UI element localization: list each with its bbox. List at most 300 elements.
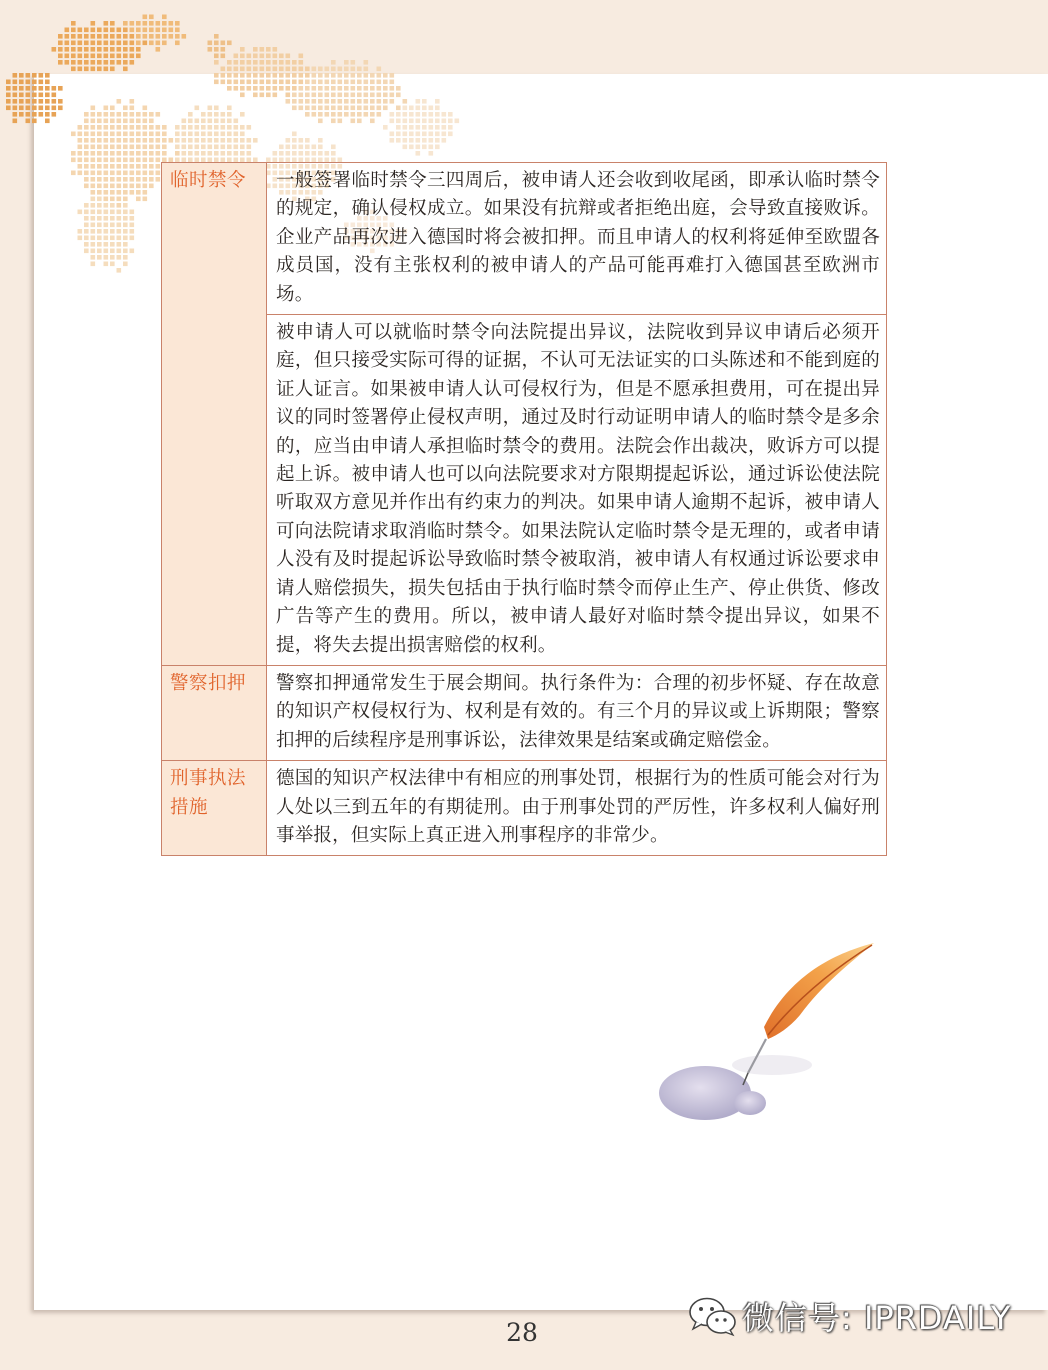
map-dot bbox=[130, 54, 135, 59]
map-dot bbox=[318, 112, 323, 117]
map-dot bbox=[91, 132, 96, 137]
table-row bbox=[162, 761, 887, 856]
map-dot bbox=[130, 34, 135, 39]
map-dot bbox=[247, 67, 252, 72]
map-dot bbox=[312, 73, 317, 78]
map-dot bbox=[305, 80, 310, 85]
map-dot bbox=[221, 112, 226, 117]
description-cell: 一般签署临时禁令三四周后，被申请人还会收到收尾函，即承认临时禁令的规定，确认侵权成立。如果没有抗辩或者拒绝出庭，会导致直接败诉。企业产品再次进入德国时将会被扣押。而且申请人的权利将延伸至欧盟各成员国，没有主张权利的被申请人的产品可能再难打入德国甚至欧洲市场。 bbox=[267, 163, 887, 315]
map-dot bbox=[409, 119, 414, 124]
map-dot bbox=[162, 21, 167, 26]
map-dot bbox=[331, 112, 336, 117]
map-dot bbox=[52, 99, 57, 104]
map-dot bbox=[344, 106, 349, 111]
map-dot bbox=[71, 34, 76, 39]
map-dot bbox=[110, 184, 115, 189]
map-dot bbox=[91, 158, 96, 163]
map-dot bbox=[149, 21, 154, 26]
map-dot bbox=[117, 60, 122, 65]
map-dot bbox=[143, 34, 148, 39]
map-dot bbox=[65, 54, 70, 59]
map-dot bbox=[442, 132, 447, 137]
map-dot bbox=[266, 60, 271, 65]
map-dot bbox=[136, 145, 141, 150]
map-dot bbox=[104, 60, 109, 65]
map-dot bbox=[422, 112, 427, 117]
map-dot bbox=[32, 86, 37, 91]
map-dot bbox=[156, 34, 161, 39]
map-dot bbox=[32, 106, 37, 111]
map-dot bbox=[58, 60, 63, 65]
map-dot bbox=[422, 106, 427, 111]
map-dot bbox=[175, 138, 180, 143]
map-dot bbox=[214, 138, 219, 143]
map-dot bbox=[214, 73, 219, 78]
map-dot bbox=[45, 93, 50, 98]
map-dot bbox=[318, 151, 323, 156]
map-dot bbox=[266, 80, 271, 85]
map-dot bbox=[351, 86, 356, 91]
map-dot bbox=[78, 164, 83, 169]
map-dot bbox=[104, 41, 109, 46]
map-dot bbox=[286, 86, 291, 91]
map-dot bbox=[143, 41, 148, 46]
map-dot bbox=[149, 138, 154, 143]
map-dot bbox=[286, 145, 291, 150]
map-dot bbox=[117, 34, 122, 39]
map-dot bbox=[279, 86, 284, 91]
map-dot bbox=[91, 177, 96, 182]
map-dot bbox=[292, 93, 297, 98]
map-dot bbox=[143, 184, 148, 189]
map-dot bbox=[149, 28, 154, 33]
map-dot bbox=[117, 112, 122, 117]
map-dot bbox=[143, 21, 148, 26]
map-dot bbox=[409, 138, 414, 143]
map-dot bbox=[201, 125, 206, 130]
map-dot bbox=[117, 132, 122, 137]
map-dot bbox=[97, 112, 102, 117]
map-dot bbox=[429, 112, 434, 117]
map-dot bbox=[286, 151, 291, 156]
map-dot bbox=[299, 99, 304, 104]
map-dot bbox=[149, 184, 154, 189]
map-dot bbox=[247, 60, 252, 65]
map-dot bbox=[435, 138, 440, 143]
map-dot bbox=[208, 138, 213, 143]
map-dot bbox=[143, 177, 148, 182]
map-dot bbox=[318, 138, 323, 143]
map-dot bbox=[266, 67, 271, 72]
map-dot bbox=[110, 249, 115, 254]
map-dot bbox=[156, 164, 161, 169]
map-dot bbox=[123, 125, 128, 130]
map-dot bbox=[240, 54, 245, 59]
map-dot bbox=[58, 47, 63, 52]
map-dot bbox=[227, 151, 232, 156]
map-dot bbox=[123, 164, 128, 169]
map-dot bbox=[143, 190, 148, 195]
map-dot bbox=[97, 255, 102, 260]
map-dot bbox=[130, 47, 135, 52]
map-dot bbox=[97, 164, 102, 169]
map-dot bbox=[123, 106, 128, 111]
map-dot bbox=[45, 73, 50, 78]
map-dot bbox=[123, 21, 128, 26]
map-dot bbox=[208, 41, 213, 46]
map-dot bbox=[370, 119, 375, 124]
map-dot bbox=[221, 80, 226, 85]
map-dot bbox=[78, 125, 83, 130]
map-dot bbox=[104, 177, 109, 182]
map-dot bbox=[286, 138, 291, 143]
map-dot bbox=[123, 145, 128, 150]
map-dot bbox=[383, 86, 388, 91]
map-dot bbox=[266, 86, 271, 91]
map-dot bbox=[13, 80, 18, 85]
map-dot bbox=[91, 60, 96, 65]
map-dot bbox=[91, 106, 96, 111]
map-dot bbox=[130, 106, 135, 111]
map-dot bbox=[253, 60, 258, 65]
map-dot bbox=[91, 262, 96, 267]
map-dot bbox=[71, 28, 76, 33]
map-dot bbox=[383, 125, 388, 130]
map-dot bbox=[357, 112, 362, 117]
map-dot bbox=[97, 60, 102, 65]
map-dot bbox=[305, 145, 310, 150]
map-dot bbox=[97, 145, 102, 150]
map-dot bbox=[149, 171, 154, 176]
map-dot bbox=[110, 242, 115, 247]
map-dot bbox=[19, 73, 24, 78]
map-dot bbox=[26, 80, 31, 85]
map-dot bbox=[422, 119, 427, 124]
map-dot bbox=[260, 47, 265, 52]
map-dot bbox=[104, 119, 109, 124]
map-dot bbox=[32, 80, 37, 85]
map-dot bbox=[273, 93, 278, 98]
map-dot bbox=[435, 132, 440, 137]
map-dot bbox=[182, 132, 187, 137]
map-dot bbox=[78, 60, 83, 65]
map-dot bbox=[136, 151, 141, 156]
map-dot bbox=[240, 80, 245, 85]
map-dot bbox=[78, 171, 83, 176]
map-dot bbox=[110, 210, 115, 215]
map-dot bbox=[84, 60, 89, 65]
map-dot bbox=[214, 119, 219, 124]
map-dot bbox=[201, 138, 206, 143]
map-dot bbox=[403, 106, 408, 111]
map-dot bbox=[273, 67, 278, 72]
map-dot bbox=[396, 138, 401, 143]
map-dot bbox=[91, 210, 96, 215]
map-dot bbox=[84, 203, 89, 208]
map-dot bbox=[13, 93, 18, 98]
map-dot bbox=[156, 132, 161, 137]
map-dot bbox=[344, 112, 349, 117]
map-dot bbox=[227, 41, 232, 46]
map-dot bbox=[442, 119, 447, 124]
map-dot bbox=[13, 86, 18, 91]
map-dot bbox=[312, 93, 317, 98]
map-dot bbox=[32, 112, 37, 117]
map-dot bbox=[208, 119, 213, 124]
map-dot bbox=[442, 112, 447, 117]
map-dot bbox=[130, 249, 135, 254]
map-dot bbox=[331, 151, 336, 156]
map-dot bbox=[84, 184, 89, 189]
map-dot bbox=[201, 151, 206, 156]
map-dot bbox=[377, 112, 382, 117]
map-dot bbox=[110, 21, 115, 26]
map-dot bbox=[110, 216, 115, 221]
map-dot bbox=[338, 67, 343, 72]
map-dot bbox=[221, 47, 226, 52]
map-dot bbox=[279, 54, 284, 59]
map-dot bbox=[331, 60, 336, 65]
map-dot bbox=[260, 54, 265, 59]
map-dot bbox=[149, 112, 154, 117]
map-dot bbox=[351, 119, 356, 124]
map-dot bbox=[390, 112, 395, 117]
map-dot bbox=[221, 132, 226, 137]
map-dot bbox=[429, 106, 434, 111]
map-dot bbox=[58, 106, 63, 111]
map-dot bbox=[117, 171, 122, 176]
map-dot bbox=[143, 15, 148, 20]
map-dot bbox=[416, 145, 421, 150]
map-dot bbox=[149, 125, 154, 130]
map-dot bbox=[123, 67, 128, 72]
map-dot bbox=[338, 93, 343, 98]
map-dot bbox=[110, 41, 115, 46]
map-dot bbox=[377, 73, 382, 78]
map-dot bbox=[39, 86, 44, 91]
map-dot bbox=[227, 86, 232, 91]
map-dot bbox=[136, 190, 141, 195]
map-dot bbox=[214, 34, 219, 39]
table-row bbox=[162, 315, 887, 666]
map-dot bbox=[234, 138, 239, 143]
map-dot bbox=[19, 86, 24, 91]
map-dot bbox=[149, 164, 154, 169]
map-dot bbox=[351, 93, 356, 98]
map-dot bbox=[240, 138, 245, 143]
map-dot bbox=[6, 106, 11, 111]
map-dot bbox=[383, 80, 388, 85]
map-dot bbox=[104, 216, 109, 221]
map-dot bbox=[221, 67, 226, 72]
map-dot bbox=[52, 86, 57, 91]
map-dot bbox=[130, 223, 135, 228]
map-dot bbox=[130, 28, 135, 33]
map-dot bbox=[162, 145, 167, 150]
map-dot bbox=[123, 28, 128, 33]
map-dot bbox=[97, 242, 102, 247]
map-dot bbox=[91, 125, 96, 130]
map-dot bbox=[266, 93, 271, 98]
map-dot bbox=[351, 112, 356, 117]
map-dot bbox=[195, 119, 200, 124]
map-dot bbox=[6, 86, 11, 91]
map-dot bbox=[136, 171, 141, 176]
map-dot bbox=[227, 106, 232, 111]
map-dot bbox=[286, 60, 291, 65]
map-dot bbox=[84, 34, 89, 39]
map-dot bbox=[97, 67, 102, 72]
map-dot bbox=[240, 73, 245, 78]
map-dot bbox=[370, 99, 375, 104]
map-dot bbox=[149, 119, 154, 124]
map-dot bbox=[97, 125, 102, 130]
map-dot bbox=[182, 138, 187, 143]
map-dot bbox=[416, 106, 421, 111]
map-dot bbox=[97, 132, 102, 137]
map-dot bbox=[84, 158, 89, 163]
map-dot bbox=[97, 203, 102, 208]
map-dot bbox=[78, 132, 83, 137]
map-dot bbox=[110, 203, 115, 208]
map-dot bbox=[130, 216, 135, 221]
map-dot bbox=[344, 60, 349, 65]
map-dot bbox=[318, 67, 323, 72]
map-dot bbox=[110, 119, 115, 124]
map-dot bbox=[169, 28, 174, 33]
map-dot bbox=[78, 67, 83, 72]
map-dot bbox=[32, 73, 37, 78]
map-dot bbox=[351, 106, 356, 111]
map-dot bbox=[377, 67, 382, 72]
map-dot bbox=[331, 106, 336, 111]
map-dot bbox=[240, 47, 245, 52]
map-dot bbox=[325, 80, 330, 85]
map-dot bbox=[117, 47, 122, 52]
map-dot bbox=[104, 47, 109, 52]
map-dot bbox=[338, 106, 343, 111]
map-dot bbox=[234, 80, 239, 85]
map-dot bbox=[325, 151, 330, 156]
map-dot bbox=[442, 125, 447, 130]
map-dot bbox=[117, 41, 122, 46]
map-dot bbox=[136, 197, 141, 202]
map-dot bbox=[188, 145, 193, 150]
map-dot bbox=[344, 73, 349, 78]
map-dot bbox=[110, 171, 115, 176]
map-dot bbox=[104, 223, 109, 228]
map-dot bbox=[325, 67, 330, 72]
map-dot bbox=[123, 184, 128, 189]
map-dot bbox=[78, 34, 83, 39]
map-dot bbox=[136, 54, 141, 59]
map-dot bbox=[117, 223, 122, 228]
map-dot bbox=[104, 34, 109, 39]
map-dot bbox=[240, 125, 245, 130]
map-dot bbox=[201, 119, 206, 124]
map-dot bbox=[253, 86, 258, 91]
map-dot bbox=[84, 119, 89, 124]
map-dot bbox=[273, 60, 278, 65]
map-dot bbox=[234, 67, 239, 72]
map-dot bbox=[422, 132, 427, 137]
map-dot bbox=[97, 34, 102, 39]
map-dot bbox=[292, 86, 297, 91]
map-dot bbox=[377, 99, 382, 104]
map-dot bbox=[84, 171, 89, 176]
map-dot bbox=[104, 106, 109, 111]
map-dot bbox=[6, 93, 11, 98]
map-dot bbox=[357, 67, 362, 72]
map-dot bbox=[162, 41, 167, 46]
map-dot bbox=[26, 112, 31, 117]
map-dot bbox=[143, 106, 148, 111]
map-dot bbox=[110, 138, 115, 143]
map-dot bbox=[136, 164, 141, 169]
map-dot bbox=[234, 151, 239, 156]
watermark bbox=[688, 1292, 1011, 1340]
map-dot bbox=[104, 249, 109, 254]
map-dot bbox=[110, 28, 115, 33]
map-dot bbox=[104, 67, 109, 72]
map-dot bbox=[175, 41, 180, 46]
map-dot bbox=[299, 73, 304, 78]
map-dot bbox=[130, 41, 135, 46]
map-dot bbox=[84, 151, 89, 156]
map-dot bbox=[117, 125, 122, 130]
map-dot bbox=[71, 132, 76, 137]
map-dot bbox=[123, 60, 128, 65]
map-dot bbox=[331, 80, 336, 85]
map-dot bbox=[26, 106, 31, 111]
map-dot bbox=[240, 86, 245, 91]
map-dot bbox=[351, 73, 356, 78]
map-dot bbox=[214, 80, 219, 85]
map-dot bbox=[435, 145, 440, 150]
map-dot bbox=[45, 119, 50, 124]
map-dot bbox=[234, 125, 239, 130]
watermark-text: 微信号: IPRDAILY bbox=[742, 1299, 1012, 1337]
map-dot bbox=[286, 54, 291, 59]
map-dot bbox=[175, 145, 180, 150]
map-dot bbox=[104, 184, 109, 189]
map-dot bbox=[130, 138, 135, 143]
map-dot bbox=[91, 138, 96, 143]
map-dot bbox=[273, 151, 278, 156]
map-dot bbox=[91, 119, 96, 124]
map-dot bbox=[351, 99, 356, 104]
map-dot bbox=[208, 112, 213, 117]
map-dot bbox=[123, 119, 128, 124]
map-dot bbox=[299, 86, 304, 91]
map-dot bbox=[214, 54, 219, 59]
map-dot bbox=[123, 158, 128, 163]
map-dot bbox=[377, 106, 382, 111]
map-dot bbox=[448, 132, 453, 137]
map-dot bbox=[97, 197, 102, 202]
map-dot bbox=[422, 145, 427, 150]
map-dot bbox=[110, 262, 115, 267]
map-dot bbox=[123, 203, 128, 208]
map-dot bbox=[104, 151, 109, 156]
map-dot bbox=[403, 145, 408, 150]
map-dot bbox=[195, 138, 200, 143]
map-dot bbox=[123, 216, 128, 221]
map-dot bbox=[383, 93, 388, 98]
map-dot bbox=[91, 47, 96, 52]
map-dot bbox=[110, 60, 115, 65]
map-dot bbox=[143, 197, 148, 202]
